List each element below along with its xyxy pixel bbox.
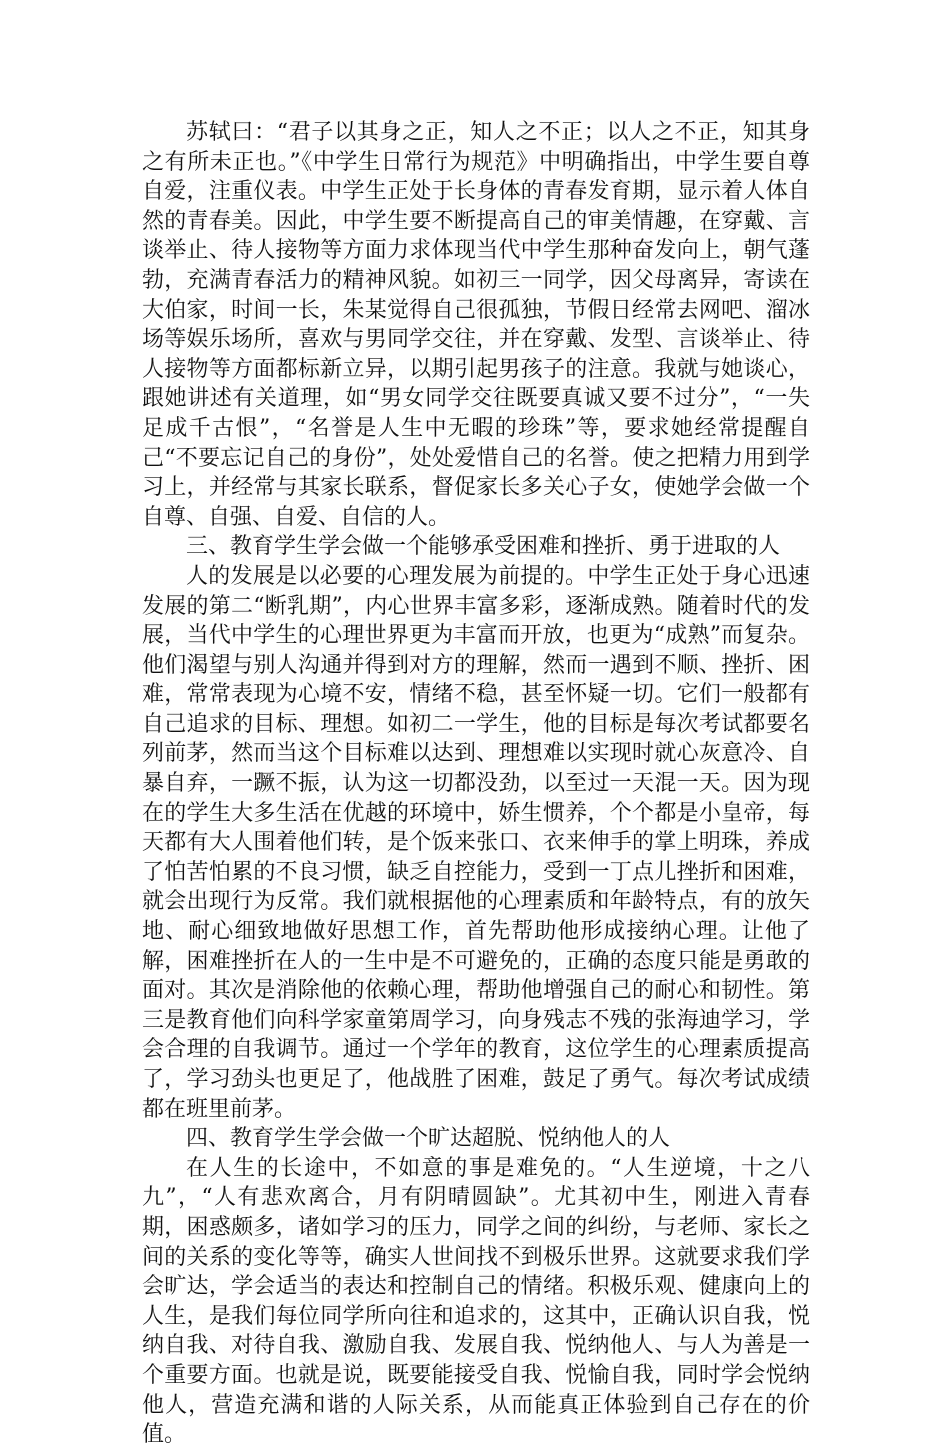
document-body <box>142 118 810 1450</box>
section-heading-three: 三、教育学生学会做一个能够承受困难和挫折、勇于进取的人 <box>186 534 781 560</box>
paragraph-acceptance: 在人生的长途中，不如意的事是难免的。“人生逆境，十之八九”，“人有悲欢离合，月有阴晴圆缺”。尤其初中生，刚进入青春期，困惑颇多，诸如学习的压力，同学之间的纠纷，与老师、家长之间的关系的变化等等，确实人世间找不到极乐世界。这就要求我们学会旷达，学会适当的表达和控制自己的情绪。积极乐观、健康向上的人生，是我们每位同学所向往和追求的，这其中，正确认识自我，悦纳自我、对待自我、激励自我、发展自我、悦纳他人、与人为善是一个重要方面。也就是说，既要能接受自我、悦愉自我，同时学会悦纳他人，营造充满和谐的人际关系，从而能真正体验到自己存在的价值。 <box>142 1155 810 1448</box>
paragraph-adversity: 人的发展是以必要的心理发展为前提的。中学生正处于身心迅速发展的第二“断乳期”，内心世界丰富多彩，逐渐成熟。随着时代的发展，当代中学生的心理世界更为丰富而开放，也更为“成熟”而复杂。他们渴望与别人沟通并得到对方的理解，然而一遇到不顺、挫折、困难，常常表现为心境不安，情绪不稳，甚至怀疑一切。它们一般都有自己追求的目标、理想。如初二一学生，他的目标是每次考试都要名列前茅，然而当这个目标难以达到、理想难以实现时就心灰意冷、自暴自弃，一蹶不振，认为这一切都没劲，以至过一天混一天。因为现在的学生大多生活在优越的环境中，娇生惯养，个个都是小皇帝，每天都有大人围着他们转，是个饭来张口、衣来伸手的掌上明珠，养成了怕苦怕累的不良习惯，缺乏自控能力，受到一丁点儿挫折和困难，就会出现行为反常。我们就根据他的心理素质和年龄特点，有的放矢地、耐心细致地做好思想工作，首先帮助他形成接纳心理。让他了解，困难挫折在人的一生中是不可避免的，正确的态度只能是勇敢的面对。其次是消除他的依赖心理，帮助他增强自己的耐心和韧性。第三是教育他们向科学家童第周学习，向身残志不残的张海迪学习，学会合理的自我调节。通过一个学年的教育，这位学生的心理素质提高了，学习劲头也更足了，他战胜了困难，鼓足了勇气。每次考试成绩都在班里前茅。 <box>142 563 810 1122</box>
paragraph-self-respect: 苏轼曰：“君子以其身之正，知人之不正；以人之不正，知其身之有所未正也。”《中学生日常行为规范》中明确指出，中学生要自尊自爱，注重仪表。中学生正处于长身体的青春发育期，显示着人体自然的青春美。因此，中学生要不断提高自己的审美情趣，在穿戴、言谈举止、待人接物等方面力求体现当代中学生那种奋发向上，朝气蓬勃，充满青春活力的精神风貌。如初三一同学，因父母离异，寄读在大伯家，时间一长，朱某觉得自己很孤独，节假日经常去网吧、溜冰场等娱乐场所，喜欢与男同学交往，并在穿戴、发型、言谈举止、待人接物等方面都标新立异，以期引起男孩子的注意。我就与她谈心，跟她讲述有关道理，如“男女同学交往既要真诚又要不过分”，“一失足成千古恨”，“名誉是人生中无暇的珍珠”等，要求她经常提醒自己“不要忘记自己的身份”，处处爱惜自己的名誉。使之把精力用到学习上，并经常与其家长联系，督促家长多关心子女，使她学会做一个自尊、自强、自爱、自信的人。 <box>142 120 810 530</box>
section-heading-four: 四、教育学生学会做一个旷达超脱、悦纳他人的人 <box>186 1126 671 1152</box>
